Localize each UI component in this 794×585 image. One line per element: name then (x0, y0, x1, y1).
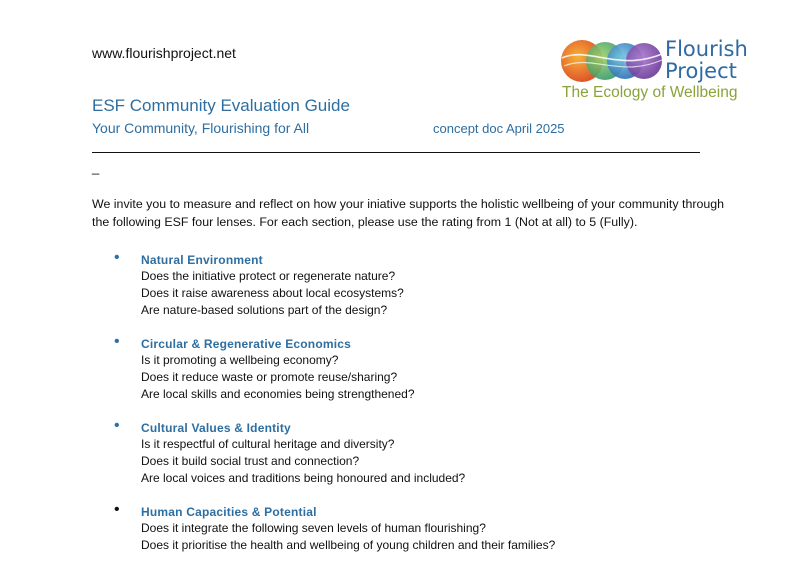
document-date-note: concept doc April 2025 (433, 121, 565, 136)
divider-tail: _ (92, 160, 100, 175)
bullet-icon: • (114, 501, 120, 518)
section-question: Is it promoting a wellbeing economy? (141, 353, 339, 367)
section-question: Does it prioritise the health and wellbeing of young children and their families? (141, 538, 556, 552)
header-divider (92, 152, 700, 153)
section-question: Does the initiative protect or regenerate nature? (141, 269, 396, 283)
flourish-project-logo (558, 36, 758, 106)
section-question: Are nature-based solutions part of the design? (141, 303, 388, 317)
bullet-icon: • (114, 249, 120, 266)
website-url: www.flourishproject.net (92, 45, 236, 61)
logo-name (665, 38, 748, 82)
section-question: Are local voices and traditions being honoured and included? (141, 471, 466, 485)
logo-circles-icon (558, 36, 666, 86)
section-question: Does it build social trust and connection? (141, 454, 360, 468)
section-question: Does it reduce waste or promote reuse/sharing? (141, 370, 398, 384)
section-question: Are local skills and economies being strengthened? (141, 387, 415, 401)
intro-paragraph: We invite you to measure and reflect on how your iniative supports the holistic wellbeing of your community through the following ESF four lenses. For each section, please use the rating from 1 (Not at all) to 5 (Fully). (92, 197, 725, 229)
bullet-icon: • (114, 417, 120, 434)
document-subtitle: Your Community, Flourishing for All (92, 120, 310, 136)
logo-name-line1: Flourish (665, 37, 748, 61)
logo-name-line2: Project (665, 59, 737, 83)
bullet-icon: • (114, 333, 120, 350)
section-question: Does it integrate the following seven levels of human flourishing? (141, 521, 486, 535)
section-title: Natural Environment (141, 253, 263, 267)
section-title: Human Capacities & Potential (141, 505, 317, 519)
logo-tagline: The Ecology of Wellbeing (562, 84, 738, 101)
section-title: Circular & Regenerative Economics (141, 337, 352, 351)
section-question: Does it raise awareness about local ecosystems? (141, 286, 404, 300)
section-question: Is it respectful of cultural heritage and diversity? (141, 437, 395, 451)
section-title: Cultural Values & Identity (141, 421, 291, 435)
document-title: ESF Community Evaluation Guide (92, 96, 350, 115)
